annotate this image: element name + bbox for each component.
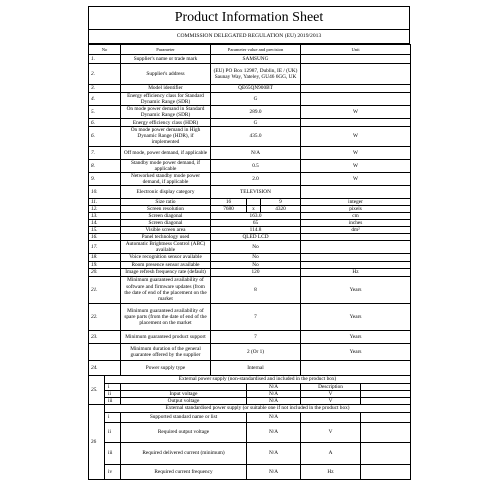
row-parameter: Image refresh frequency rate (default) xyxy=(121,268,211,276)
row-parameter: Minimum duration of the general guarantee offered by the supplier xyxy=(121,343,211,360)
row-number: 22. xyxy=(89,303,121,330)
sub-extra xyxy=(361,412,411,422)
row-parameter: Energy efficiency class for Standard Dynamic Range (SDR) xyxy=(121,93,211,106)
row-number: 24. xyxy=(89,360,121,375)
row-number: 20. xyxy=(89,268,121,276)
row-value: 65 xyxy=(211,220,301,227)
row-unit: W xyxy=(301,106,411,119)
sub-number: i xyxy=(105,412,121,422)
row-unit xyxy=(301,55,411,64)
row-number: 3. xyxy=(89,85,121,93)
table-row xyxy=(89,343,411,360)
sub-label: Supported standard name or list xyxy=(121,412,247,422)
row-number: 10. xyxy=(89,185,121,198)
sub-extra xyxy=(361,442,411,464)
row-unit: Years xyxy=(301,276,411,303)
row-number: 1. xyxy=(89,55,121,64)
std-psu-row xyxy=(89,412,411,422)
row-value: 7 xyxy=(211,303,301,330)
row-parameter: Energy efficiency class (HDR) xyxy=(121,119,211,127)
row-parameter: Room presence sensor available xyxy=(121,261,211,268)
row-value: Internal xyxy=(211,360,301,375)
row-parameter: Standby mode power demand, if applicable xyxy=(121,159,211,172)
row-unit: W xyxy=(301,159,411,172)
table-row xyxy=(89,106,411,119)
row-value: 435.0 xyxy=(211,127,301,146)
sub-label xyxy=(121,383,247,390)
sub-value: N/A xyxy=(247,412,301,422)
row-unit xyxy=(301,261,411,268)
row-number: 7. xyxy=(89,146,121,159)
table-row-size-ratio xyxy=(89,198,411,205)
header-unit: Unit xyxy=(301,45,411,55)
sub-label: Input voltage xyxy=(121,390,247,397)
sub-label: Required current frequency xyxy=(121,464,247,479)
sub-number: iv xyxy=(105,464,121,479)
sub-extra xyxy=(361,422,411,442)
row-number: 8. xyxy=(89,159,121,172)
table-row xyxy=(89,93,411,106)
row-unit: inches xyxy=(301,220,411,227)
sub-value: N/A xyxy=(247,442,301,464)
row-value: TELEVISION xyxy=(211,185,301,198)
sub-number: ii xyxy=(105,422,121,442)
row-number: 12. xyxy=(89,205,121,212)
row-unit: Hz xyxy=(301,268,411,276)
table-row xyxy=(89,55,411,64)
header-no: No xyxy=(89,45,121,55)
table-row xyxy=(89,330,411,343)
row-unit xyxy=(301,85,411,93)
sub-number: ii xyxy=(105,390,121,397)
sub-label: Output voltage xyxy=(121,397,247,404)
sub-number: iii xyxy=(105,397,121,404)
table-row xyxy=(89,64,411,85)
external-psu-row xyxy=(89,390,411,397)
row-number: 5. xyxy=(89,106,121,119)
row-unit: dm² xyxy=(301,227,411,234)
row-parameter: Supplier's name or trade mark xyxy=(121,55,211,64)
table-row xyxy=(89,276,411,303)
table-row xyxy=(89,119,411,127)
external-psu-row xyxy=(89,383,411,390)
resolution-x: x xyxy=(247,205,261,212)
row-value: 163.0 xyxy=(211,213,301,220)
header-row xyxy=(89,45,411,55)
row-unit: pixels xyxy=(301,205,411,212)
row-value: G xyxy=(211,119,301,127)
row-unit: integer xyxy=(301,198,411,205)
row-value: SAMSUNG xyxy=(211,55,301,64)
sub-extra xyxy=(361,390,411,397)
table-row xyxy=(89,127,411,146)
ratio-separator xyxy=(247,198,261,205)
row-parameter: On mode power demand in High Dynamic Range (HDR), if implemented xyxy=(121,127,211,146)
row-number: 15. xyxy=(89,227,121,234)
product-information-sheet xyxy=(88,6,410,494)
row-value: QLED LCD xyxy=(211,234,301,241)
table-row xyxy=(89,85,411,93)
row-value: 2 (Or 1) xyxy=(211,343,301,360)
sub-value: N/A xyxy=(247,464,301,479)
header-parameter: Parameter xyxy=(121,45,211,55)
row-value: 7 xyxy=(211,330,301,343)
table-row xyxy=(89,172,411,185)
row-number: 4. xyxy=(89,93,121,106)
sub-extra xyxy=(361,383,411,390)
product-table xyxy=(88,44,411,480)
table-row xyxy=(89,303,411,330)
row-number: 6. xyxy=(89,127,121,146)
std-psu-heading: External standardised power supply (or suitable one if not included in the product box) xyxy=(105,404,411,412)
sub-unit: Description xyxy=(301,383,361,390)
resolution-width: 7680 xyxy=(211,205,247,212)
row-number: 6. xyxy=(89,119,121,127)
row-unit xyxy=(301,254,411,261)
table-row xyxy=(89,159,411,172)
row-number: 14. xyxy=(89,220,121,227)
row-parameter: On mode power demand in Standard Dynamic Range (SDR) xyxy=(121,106,211,119)
std-psu-heading-row xyxy=(89,404,411,412)
external-psu-heading: External power supply (non-standardised and included in the product box) xyxy=(105,375,411,383)
sub-unit xyxy=(301,412,361,422)
row-unit xyxy=(301,185,411,198)
table-row xyxy=(89,360,411,375)
row-unit xyxy=(301,234,411,241)
row-value: G xyxy=(211,93,301,106)
sub-number: i xyxy=(105,383,121,390)
row-parameter: Minimum guaranteed availability of software and firmware updates (from the date of end of the placement on the market xyxy=(121,276,211,303)
row-number: 25. xyxy=(89,375,105,404)
std-psu-row xyxy=(89,442,411,464)
sub-value: N/A xyxy=(247,383,301,390)
regulation-subtitle: COMMISSION DELEGATED REGULATION (EU) 2019/2013 xyxy=(88,30,410,44)
row-parameter: Minimum guaranteed product support xyxy=(121,330,211,343)
row-value: No xyxy=(211,254,301,261)
sub-extra xyxy=(361,397,411,404)
std-psu-row xyxy=(89,464,411,479)
table-row xyxy=(89,268,411,276)
sub-value: N/A xyxy=(247,422,301,442)
sub-value: N/A xyxy=(247,390,301,397)
row-parameter: Networked standby mode power demand, if applicable xyxy=(121,172,211,185)
row-parameter: Size ratio xyxy=(121,198,211,205)
row-value: 120 xyxy=(211,268,301,276)
table-row xyxy=(89,241,411,254)
row-value: 114.8 xyxy=(211,227,301,234)
row-parameter: Screen resolution xyxy=(121,205,211,212)
row-value: 289.0 xyxy=(211,106,301,119)
row-parameter: Visible screen area xyxy=(121,227,211,234)
resolution-height: 4320 xyxy=(261,205,301,212)
row-parameter: Automatic Brightness Control (ABC) available xyxy=(121,241,211,254)
table-row-resolution xyxy=(89,205,411,212)
row-parameter: Model identifier xyxy=(121,85,211,93)
row-number: 26 xyxy=(89,404,105,479)
row-unit xyxy=(301,93,411,106)
row-number: 23. xyxy=(89,330,121,343)
sub-extra xyxy=(361,464,411,479)
row-value: 8 xyxy=(211,276,301,303)
ratio-width: 16 xyxy=(211,198,247,205)
row-unit: W xyxy=(301,146,411,159)
row-number: 9. xyxy=(89,172,121,185)
row-unit xyxy=(301,119,411,127)
sub-label: Required delivered current (minimum) xyxy=(121,442,247,464)
row-number: 18. xyxy=(89,254,121,261)
sub-unit: A xyxy=(301,442,361,464)
row-number: 11. xyxy=(89,198,121,205)
table-row xyxy=(89,234,411,241)
sub-unit: V xyxy=(301,390,361,397)
row-number: 17. xyxy=(89,241,121,254)
row-parameter: Voice recognition sensor available xyxy=(121,254,211,261)
row-value: QE65QN900BT xyxy=(211,85,301,93)
sub-unit: V xyxy=(301,422,361,442)
row-unit: Years xyxy=(301,343,411,360)
sub-unit: Hz xyxy=(301,464,361,479)
row-number: 2. xyxy=(89,64,121,85)
row-unit: cm xyxy=(301,213,411,220)
row-number: 13. xyxy=(89,213,121,220)
row-parameter: Electronic display category xyxy=(121,185,211,198)
table-row xyxy=(89,220,411,227)
row-number: 19. xyxy=(89,261,121,268)
external-psu-row xyxy=(89,397,411,404)
row-value: No xyxy=(211,241,301,254)
row-unit xyxy=(301,64,411,85)
page-title: Product Information Sheet xyxy=(88,6,410,30)
row-value: No xyxy=(211,261,301,268)
table-row xyxy=(89,227,411,234)
row-unit: W xyxy=(301,172,411,185)
row-unit: Years xyxy=(301,303,411,330)
row-parameter: Screen diagonal xyxy=(121,220,211,227)
sub-value: N/A xyxy=(247,397,301,404)
row-value: 0.5 xyxy=(211,159,301,172)
row-unit xyxy=(301,360,411,375)
row-value: 2.0 xyxy=(211,172,301,185)
ratio-height: 9 xyxy=(261,198,301,205)
row-parameter: Screen diagonal xyxy=(121,213,211,220)
row-parameter: Panel technology used xyxy=(121,234,211,241)
row-parameter: Off mode, power demand, if applicable xyxy=(121,146,211,159)
table-row xyxy=(89,254,411,261)
table-row xyxy=(89,146,411,159)
table-row xyxy=(89,185,411,198)
row-value: (EU) PO Box 12987, Dublin, IE / (UK) Saunay Way, Yateley, GU46 6GG, UK xyxy=(211,64,301,85)
row-parameter: Minimum guaranteed availability of spare parts (from the date of end of the placement on the market xyxy=(121,303,211,330)
row-unit: Years xyxy=(301,330,411,343)
row-parameter: Power supply type xyxy=(121,360,211,375)
sub-number: iii xyxy=(105,442,121,464)
row-number xyxy=(89,343,121,360)
header-value: Parameter value and precision xyxy=(211,45,301,55)
std-psu-row xyxy=(89,422,411,442)
row-number: 16. xyxy=(89,234,121,241)
sub-label: Required output voltage xyxy=(121,422,247,442)
row-parameter: Supplier's address xyxy=(121,64,211,85)
row-unit xyxy=(301,241,411,254)
external-psu-heading-row xyxy=(89,375,411,383)
row-number: 21. xyxy=(89,276,121,303)
table-row xyxy=(89,261,411,268)
table-row xyxy=(89,213,411,220)
sub-unit: V xyxy=(301,397,361,404)
row-unit: W xyxy=(301,127,411,146)
row-value: N/A xyxy=(211,146,301,159)
